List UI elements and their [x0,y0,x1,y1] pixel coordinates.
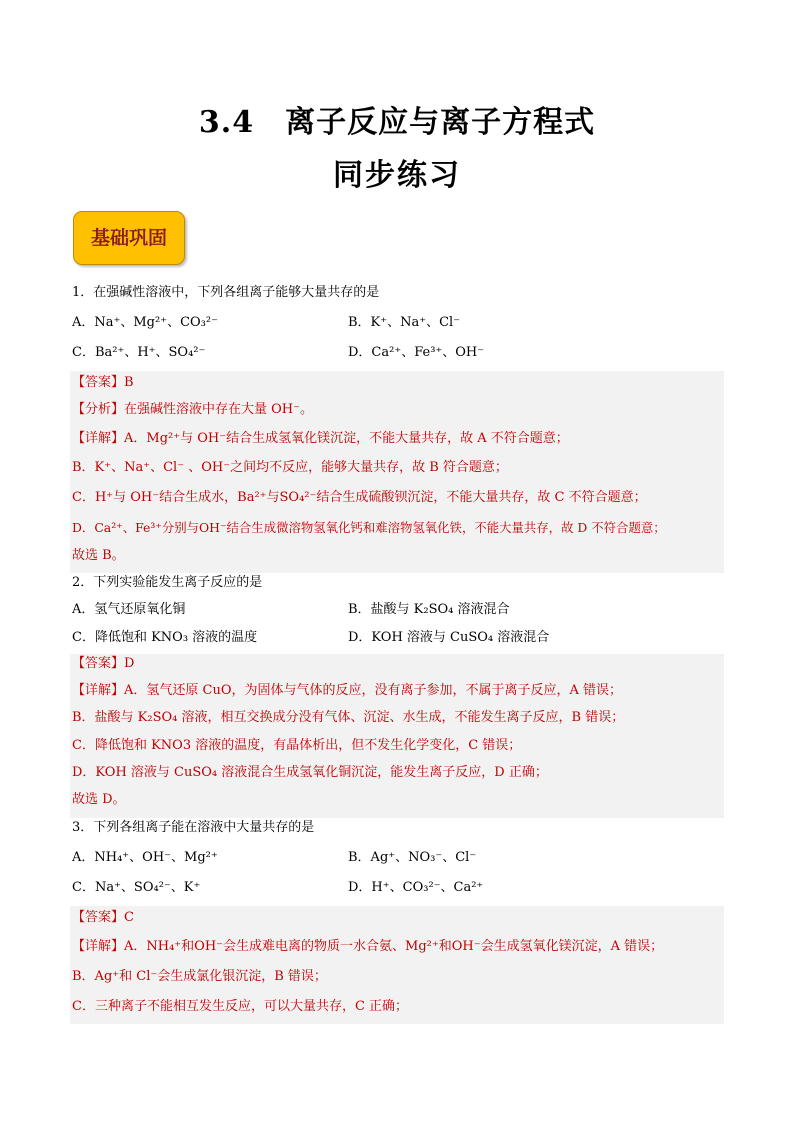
question-3-option-a: A．NH₄⁺、OH⁻、Mg²⁺ [72,850,218,865]
question-1-stem: 1．在强碱性溶液中，下列各组离子能够大量共存的是 [72,285,380,300]
detail-line: C．三种离子不能相互发生反应，可以大量共存，C 正确； [72,999,409,1014]
question-3-option-d: D．H⁺、CO₃²⁻、Ca²⁺ [348,880,484,895]
question-1-option-b: B．K⁺、Na⁺、Cl⁻ [348,315,461,330]
question-2-option-a: A．氢气还原氧化铜 [72,602,186,617]
question-1-option-d: D．Ca²⁺、Fe³⁺、OH⁻ [348,345,485,360]
page-title: 3.4 离子反应与离子方程式 [198,105,596,140]
question-1-option-a: A．Na⁺、Mg²⁺、CO₃²⁻ [72,315,218,330]
detail-line: 【详解】A．NH₄⁺和OH⁻会生成难电离的物质一水合氨、Mg²⁺和OH⁻会生成氢氧化镁沉淀，A 错误； [72,939,664,954]
question-3-stem: 3．下列各组离子能在溶液中大量共存的是 [72,820,315,835]
question-2-option-d: D．KOH 溶液与 CuSO₄ 溶液混合 [348,630,550,645]
detail-line: D．KOH 溶液与 CuSO₄ 溶液混合生成氢氧化铜沉淀，能发生离子反应，D 正确； [72,765,548,780]
answer-label: 【答案】C [72,910,134,925]
question-1-option-c: C．Ba²⁺、H⁺、SO₄²⁻ [72,345,206,360]
detail-line: 故选 B。 [72,548,125,563]
question-3-option-c: C．Na⁺、SO₄²⁻、K⁺ [72,880,201,895]
answer-label: 【答案】D [72,656,135,671]
detail-line: 【详解】A．Mg²⁺与 OH⁻结合生成氢氧化镁沉淀，不能大量共存，故 A 不符合题意； [72,431,569,446]
question-2-option-c: C．降低饱和 KNO₃ 溶液的温度 [72,630,258,645]
detail-line: B．Ag⁺和 Cl⁻会生成氯化银沉淀，B 错误； [72,969,327,984]
detail-line: C．H⁺与 OH⁻结合生成水，Ba²⁺与SO₄²⁻结合生成硫酸钡沉淀，不能大量共存，故 C 不符合题意； [72,490,647,505]
answer-label: 【答案】B [72,375,134,390]
question-2-stem: 2．下列实验能发生离子反应的是 [72,575,263,590]
page-subtitle: 同步练习 [333,158,461,193]
question-1-answer-block [70,371,724,573]
detail-line: 故选 D。 [72,792,126,807]
question-3-answer-block [70,906,724,1024]
analysis-text: 【分析】在强碱性溶液中存在大量 OH⁻。 [72,402,313,417]
question-3-option-b: B．Ag⁺、NO₃⁻、Cl⁻ [348,850,477,865]
detail-line: D．Ca²⁺、Fe³⁺分别与OH⁻结合生成微溶物氢氧化钙和难溶物氢氧化铁，不能大量共存，故 D 不符合题意； [72,520,666,535]
detail-line: B．K⁺、Na⁺、Cl⁻ 、OH⁻之间均不反应，能够大量共存，故 B 符合题意； [72,460,508,475]
section-badge: 基础巩固 [73,211,185,265]
detail-line: C．降低饱和 KNO3 溶液的温度，有晶体析出，但不发生化学变化，C 错误； [72,738,522,753]
question-2-option-b: B．盐酸与 K₂SO₄ 溶液混合 [348,602,510,617]
detail-line: B．盐酸与 K₂SO₄ 溶液，相互交换成分没有气体、沉淀、水生成，不能发生离子反应，B 错误； [72,710,625,725]
detail-line: 【详解】A．氢气还原 CuO，为固体与气体的反应，没有离子参加，不属于离子反应，A 错误； [72,683,623,698]
question-2-answer-block [70,654,724,818]
